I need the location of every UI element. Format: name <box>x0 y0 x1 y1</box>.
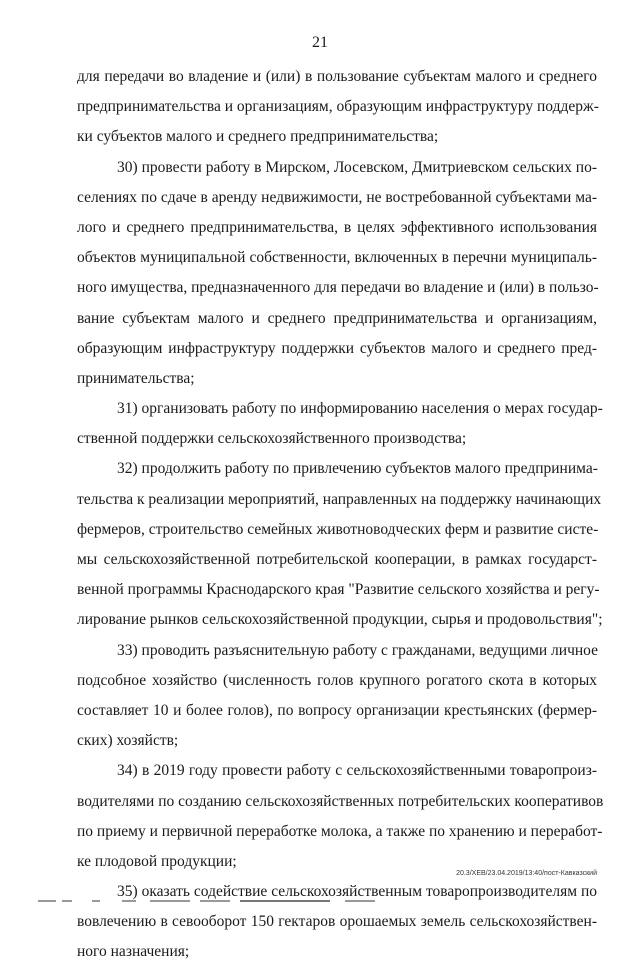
text-line: предпринимательства и организациям, образующим инфраструктуру поддерж- <box>77 98 599 116</box>
page-number: 21 <box>312 34 328 51</box>
text-line: составляет 10 и более голов), по вопросу организации крестьянских (фермер- <box>77 701 597 719</box>
text-line: подсобное хозяйство (численность голов крупного рогатого скота в которых <box>77 671 597 689</box>
text-line: ских) хозяйств; <box>77 732 179 750</box>
footer-stamp: 20.3/ХЕВ/23.04.2019/13:40/пост-Кавказский <box>456 870 597 877</box>
body-text <box>77 62 604 968</box>
text-line: 33) проводить разъяснительную работу с гражданами, ведущими личное <box>117 641 598 659</box>
text-line: тельства к реализации мероприятий, направленных на поддержку начинающих <box>77 490 602 508</box>
text-line: 31) организовать работу по информированию населения о мерах государ- <box>117 400 603 418</box>
text-line: фермеров, строительство семейных животноводческих ферм и развитие систе- <box>77 520 599 538</box>
text-line: 30) провести работу в Мирском, Лосевском, Дмитриевском сельских по- <box>117 158 597 176</box>
text-line: мы сельскохозяйственной потребительской кооперации, в рамках государст- <box>77 551 597 568</box>
text-line: водителями по созданию сельскохозяйственных потребительских кооперативов <box>77 792 604 810</box>
text-line: ственной поддержки сельскохозяйственного производства; <box>77 430 467 448</box>
text-line: объектов муниципальной собственности, включенных в перечни муниципаль- <box>77 249 597 267</box>
text-line: ке плодовой продукции; <box>77 852 237 870</box>
text-line: ного имущества, предназначенного для передачи во владение и (или) в пользо- <box>77 279 599 297</box>
text-line: лого и среднего предпринимательства, в целях эффективного использования <box>77 218 597 236</box>
text-line: по приему и первичной переработке молока, а также по хранению и переработ- <box>77 822 603 840</box>
text-line: принимательства; <box>77 369 195 387</box>
text-line: ки субъектов малого и среднего предпринимательства; <box>77 128 439 146</box>
text-line: образующим инфраструктуру поддержки субъектов малого и среднего пред- <box>77 339 597 357</box>
text-line: лирование рынков сельскохозяйственной продукции, сырья и продовольствия"; <box>77 611 603 629</box>
text-line: селениях по сдаче в аренду недвижимости, не востребованной субъектами ма- <box>77 188 597 206</box>
text-line: венной программы Краснодарского края "Развитие сельского хозяйства и регу- <box>77 581 600 599</box>
text-line: 32) продолжить работу по привлечению субъектов малого предпринима- <box>117 460 598 478</box>
text-line: 34) в 2019 году провести работу с сельскохозяйственными товаропроиз- <box>117 762 597 780</box>
text-line: ного назначения; <box>77 943 190 961</box>
text-line: 35) оказать содействие сельскохозяйственным товаропроизводителям по <box>117 883 597 901</box>
text-line: вание субъектам малого и среднего предпринимательства и организациям, <box>77 309 597 327</box>
text-line: вовлечению в севооборот 150 гектаров орошаемых земель сельскохозяйствен- <box>77 913 597 931</box>
scan-edge-artifact <box>0 893 640 905</box>
text-line: для передачи во владение и (или) в пользование субъектам малого и среднего <box>77 68 597 85</box>
